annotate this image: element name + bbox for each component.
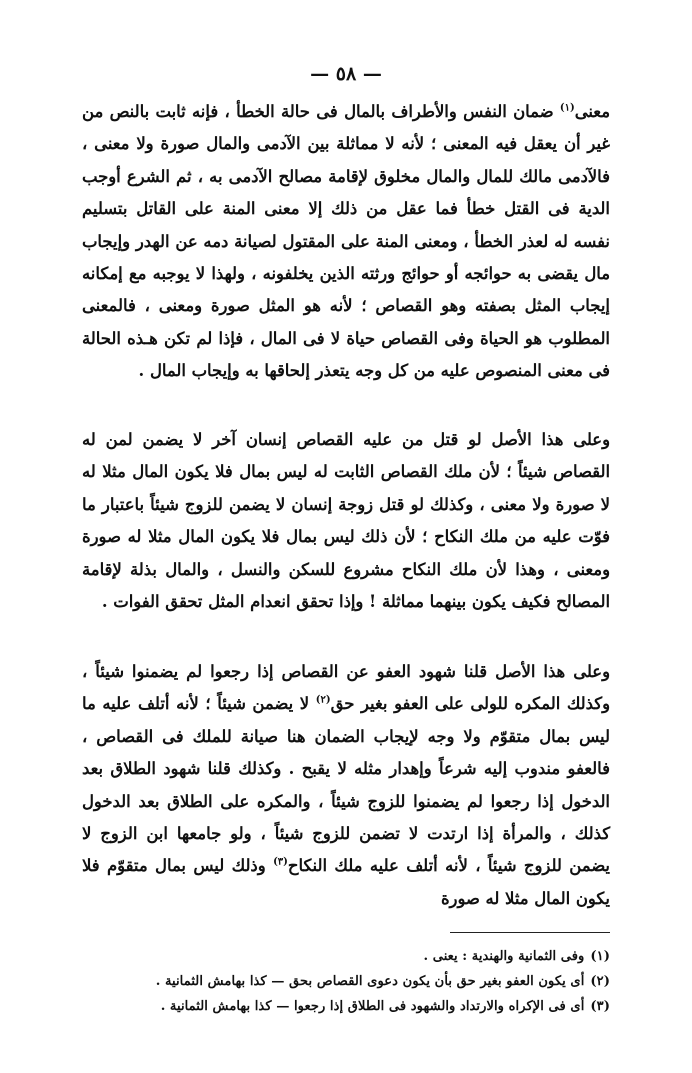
paragraph-1 bbox=[82, 96, 610, 388]
footnote-ref-2[interactable]: (٢) bbox=[315, 694, 331, 706]
footnote-1-number: (١) bbox=[590, 949, 610, 964]
paragraph-1-text: ضمان النفس والأطراف بالمال فى حالة الخطأ ، فإنه ثابت بالنص من غير أن يعقل فيه المعنى ؛ لأنه لا مماثلة بين الآدمى والمال صورة ولا معنى ، فالآدمى مالك للمال والمال مخلوق لإقامة مصالح الآدمى به ، ثم الشرع أوجب الدية فى القتل خطأ فما عقل من ذلك إلا معنى المنة على القاتل بتسليم نفسه له لعذر الخطأ ، ومعنى المنة على المقتول لصيانة دمه عن الهدر وإيجاب مال يقضى به حوائجه أو حوائج ورثته الذين يخلفونه ، ولهذا لا يوجبه مع إمكانه إيجاب المثل بصفته وهو القصاص ؛ لأنه هو المثل صورة ومعنى ، فالمعنى المطلوب هو الحياة وفى القصاص حياة لا فى المال ، فإذا لم تكن هـذه الحالة فى معنى المنصوص عليه من كل وجه يتعذر إلحاقها به وإيجاب المال . bbox=[82, 102, 610, 381]
footnote-1-text: وفى الثمانية والهندية : يعنى . bbox=[423, 949, 585, 964]
paragraph-2-text: وعلى هذا الأصل لو قتل من عليه القصاص إنسان آخر لا يضمن لمن له القصاص شيئاً ؛ لأن ملك القصاص الثابت له ليس بمال فلا يكون المال مثلا له لا صورة ولا معنى ، وكذلك لو قتل زوجة إنسان لا يضمن للزوج شيئاً باعتبار ما فوّت عليه من ملك النكاح ؛ لأن ذلك ليس بمال فلا يكون المال مثلا له صورة ومعنى ، وهذا لأن ملك النكاح مشروع للسكن والنسل ، والمال بذلة لإقامة المصالح فكيف يكون بينهما مماثلة ! وإذا تحقق انعدام المثل تحقق الفوات . bbox=[82, 430, 610, 612]
footnote-ref-3[interactable]: (٣) bbox=[273, 856, 288, 868]
footnote-3-text: أى فى الإكراه والارتداد والشهود فى الطلاق إذا رجعوا — كذا بهامش الثمانية . bbox=[160, 999, 585, 1014]
footnotes bbox=[82, 944, 610, 1019]
footnote-divider bbox=[450, 932, 610, 933]
footnote-1 bbox=[82, 944, 610, 969]
paragraph-3-text-middle: لا يضمن شيئاً ؛ لأنه أتلف عليه ما ليس بمال متقوّم ولا وجه لإيجاب الضمان هنا صيانة للملك فى القصاص ، فالعفو مندوب إليه شرعاً وإهدار مثله لا يقبح . وكذلك قلنا شهود الطلاق بعد الدخول إذا رجعوا لم يضمنوا للزوج شيئاً ، والمكره على الطلاق بعد الدخول كذلك ، والمرأة إذا ارتدت لا تضمن للزوج شيئاً ، ولو جامعها ابن الزوج لا يضمن للزوج شيئاً ، لأنه أتلف عليه ملك النكاح bbox=[82, 694, 610, 876]
footnote-2-text: أى يكون العفو بغير حق بأن يكون دعوى القصاص بحق — كذا بهامش الثمانية . bbox=[155, 974, 585, 989]
footnote-2 bbox=[82, 969, 610, 994]
footnote-ref-1[interactable]: (١) bbox=[559, 102, 575, 114]
footnote-3 bbox=[82, 994, 610, 1019]
paragraph-1-text-start: معنى bbox=[574, 102, 610, 121]
paragraph-3-text-end: وذلك ليس بمال متقوّم فلا يكون المال مثلا له صورة bbox=[82, 856, 610, 908]
paragraph-2 bbox=[82, 424, 610, 618]
footnote-3-number: (٣) bbox=[590, 999, 610, 1014]
paragraph-3 bbox=[82, 656, 610, 915]
footnote-2-number: (٢) bbox=[590, 974, 610, 989]
page-number: — ٥٨ — bbox=[310, 63, 382, 85]
paragraph-3-text-start: وعلى هذا الأصل قلنا شهود العفو عن القصاص إذا رجعوا لم يضمنوا شيئاً ، وكذلك المكره للولى على العفو بغير حق bbox=[82, 662, 610, 714]
